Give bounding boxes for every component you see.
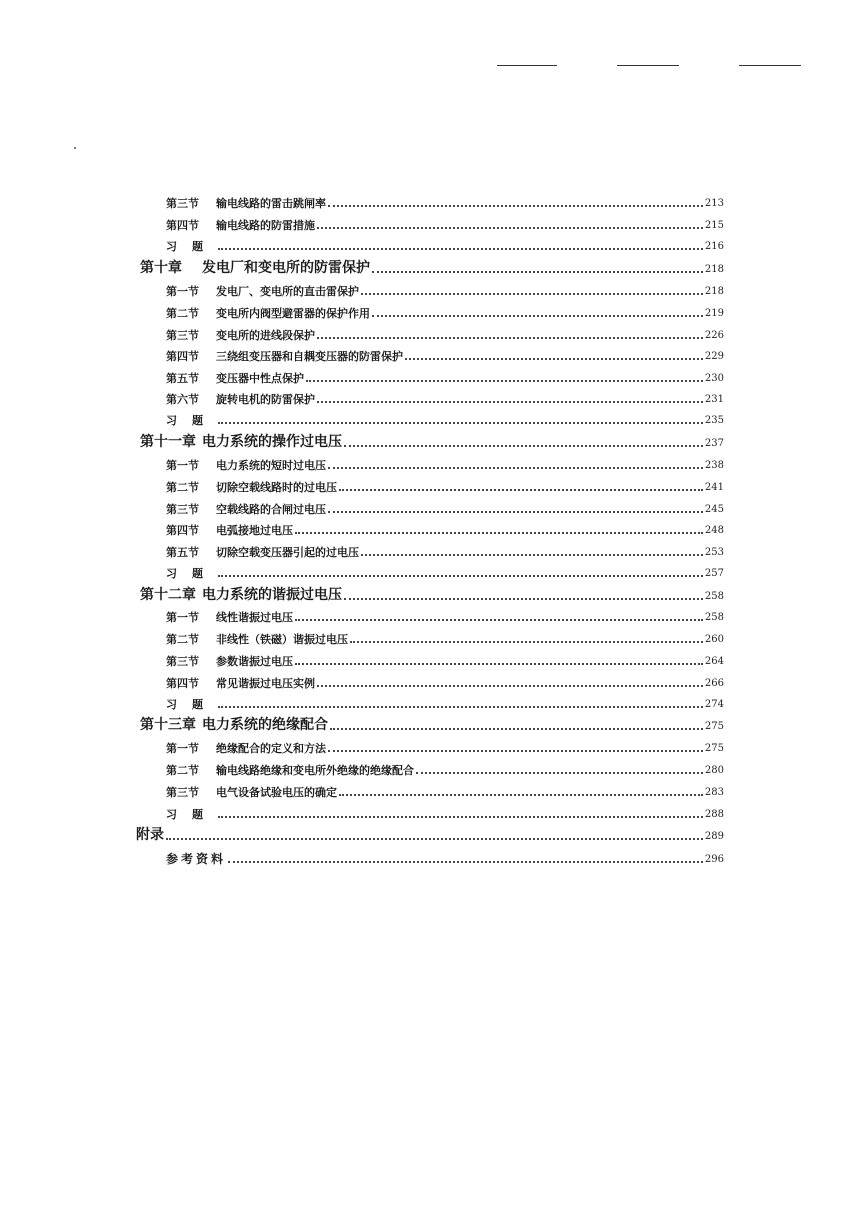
toc-page-number: 241 — [704, 482, 724, 493]
toc-section-row — [166, 653, 724, 667]
toc-appendix-row — [136, 828, 724, 842]
toc-entry-number: 第三节 — [166, 786, 199, 799]
toc-entry-number: 习题 — [166, 567, 218, 580]
toc-entry-number: 第一节 — [166, 611, 199, 624]
dot-leader — [328, 463, 703, 469]
toc-entry-number: 习题 — [166, 808, 218, 821]
toc-page-number: 260 — [704, 634, 724, 645]
toc-entry-title: 附录 — [136, 827, 164, 843]
toc-entry-number: 第十一章 — [140, 434, 196, 450]
toc-page-number: 215 — [704, 220, 724, 231]
toc-entry-title: 参考资料 — [166, 852, 227, 866]
toc-page-number: 248 — [704, 525, 724, 536]
toc-page-number: 266 — [704, 678, 724, 689]
toc-page-number: 231 — [704, 394, 724, 405]
dot-leader — [339, 485, 703, 491]
toc-section-row — [166, 501, 724, 515]
toc-exercise-row — [166, 412, 724, 426]
toc-exercise-row — [166, 696, 724, 710]
toc-entry-title: 发电厂和变电所的防雷保护 — [202, 260, 370, 276]
toc-page-number: 216 — [704, 241, 724, 252]
toc-entry-number: 习题 — [166, 414, 218, 427]
toc-section-row — [166, 784, 724, 798]
toc-page-number: 274 — [704, 699, 724, 710]
dot-leader — [350, 637, 703, 643]
toc-section-row — [166, 195, 724, 209]
toc-entry-number: 第三节 — [166, 655, 199, 668]
toc-page-number: 289 — [704, 831, 724, 842]
toc-entry-number: 第三节 — [166, 329, 199, 342]
toc-page-number: 264 — [704, 656, 724, 667]
toc-entry-number: 第四节 — [166, 677, 199, 690]
dot-leader — [330, 724, 703, 730]
toc-chapter-row — [140, 261, 724, 275]
toc-section-row — [166, 348, 724, 362]
toc-section-row — [166, 327, 724, 341]
toc-entry-title: 电力系统的短时过电压 — [216, 459, 326, 472]
toc-entry-number: 第二节 — [166, 307, 199, 320]
toc-page-number: 229 — [704, 351, 724, 362]
dot-leader — [295, 659, 703, 665]
toc-section-row — [166, 217, 724, 231]
toc-entry-number: 第一节 — [166, 742, 199, 755]
toc-section-row — [166, 283, 724, 297]
toc-section-row — [166, 675, 724, 689]
dot-leader — [405, 354, 703, 360]
toc-section-row — [166, 457, 724, 471]
toc-section-row — [166, 609, 724, 623]
toc-section-row — [166, 740, 724, 754]
dot-leader — [218, 571, 703, 577]
toc-chapter-row — [140, 588, 724, 602]
toc-section-row — [166, 522, 724, 536]
toc-entry-title: 电力系统的操作过电压 — [202, 434, 342, 450]
dot-leader — [328, 201, 703, 207]
toc-page-number: 258 — [704, 591, 724, 602]
toc-entry-number: 第二节 — [166, 633, 199, 646]
toc-section-row — [166, 370, 724, 384]
toc-entry-number: 第十三章 — [140, 717, 196, 733]
dot-leader — [372, 267, 703, 273]
toc-exercise-row — [166, 806, 724, 820]
toc-entry-number: 第五节 — [166, 372, 199, 385]
toc-entry-number: 第十二章 — [140, 587, 196, 603]
dot-leader — [344, 441, 703, 447]
toc-entry-title: 变电所内阀型避雷器的保护作用 — [216, 307, 370, 320]
toc-entry-title: 参数谐振过电压 — [216, 655, 293, 668]
toc-page-number: 275 — [704, 721, 724, 732]
toc-page-number: 258 — [704, 612, 724, 623]
toc-page-number: 226 — [704, 330, 724, 341]
toc-entry-number: 第三节 — [166, 197, 199, 210]
toc-entry-number: 第十章 — [140, 260, 182, 276]
toc-exercise-row — [166, 565, 724, 579]
dot-leader — [317, 333, 703, 339]
dot-leader — [166, 834, 703, 840]
dot-leader — [328, 746, 703, 752]
toc-page-number: 275 — [704, 743, 724, 754]
dot-leader — [317, 223, 703, 229]
toc-entry-title: 电弧接地过电压 — [216, 524, 293, 537]
dot-leader — [306, 376, 703, 382]
toc-entry-title: 常见谐振过电压实例 — [216, 677, 315, 690]
toc-entry-number: 第五节 — [166, 546, 199, 559]
toc-references-row — [166, 851, 724, 865]
toc-entry-number: 第三节 — [166, 503, 199, 516]
toc-section-row — [166, 479, 724, 493]
toc-entry-title: 输电线路绝缘和变电所外绝缘的绝缘配合 — [216, 764, 414, 777]
toc-entry-number: 第二节 — [166, 764, 199, 777]
toc-entry-title: 变压器中性点保护 — [216, 372, 304, 385]
dot-leader — [328, 507, 703, 513]
toc-entry-title: 输电线路的防雷措施 — [216, 219, 315, 232]
header-rule-3 — [739, 65, 801, 66]
dot-leader — [317, 397, 703, 403]
toc-chapter-row — [140, 435, 724, 449]
toc-entry-number: 第二节 — [166, 481, 199, 494]
toc-page-number: 245 — [704, 504, 724, 515]
toc-entry-title: 电力系统的绝缘配合 — [202, 717, 328, 733]
toc-page-number: 253 — [704, 547, 724, 558]
toc-entry-title: 绝缘配合的定义和方法 — [216, 742, 326, 755]
dot-leader — [317, 681, 703, 687]
toc-page-number: 218 — [704, 286, 724, 297]
toc-entry-number: 第六节 — [166, 393, 199, 406]
toc-entry-number: 第四节 — [166, 524, 199, 537]
toc-entry-number: 第一节 — [166, 459, 199, 472]
toc-entry-title: 非线性（铁磁）谐振过电压 — [216, 633, 348, 646]
toc-entry-title: 旋转电机的防雷保护 — [216, 393, 315, 406]
dot-leader — [372, 311, 703, 317]
header-rule-1 — [497, 65, 557, 66]
toc-page-number: 218 — [704, 264, 724, 275]
toc-entry-title: 电气设备试验电压的确定 — [216, 786, 337, 799]
toc-exercise-row — [166, 238, 724, 252]
toc-section-row — [166, 544, 724, 558]
toc-entry-title: 变电所的进线段保护 — [216, 329, 315, 342]
toc-section-row — [166, 305, 724, 319]
dot-leader — [361, 289, 703, 295]
toc-page-number: 288 — [704, 809, 724, 820]
toc-page-number: 283 — [704, 787, 724, 798]
toc-section-row — [166, 391, 724, 405]
toc-page-number: 280 — [704, 765, 724, 776]
toc-page-number: 237 — [704, 438, 724, 449]
dot-leader — [295, 615, 703, 621]
toc-entry-number: 第四节 — [166, 350, 199, 363]
toc-page-number: 257 — [704, 568, 724, 579]
toc-entry-number: 习题 — [166, 240, 218, 253]
dot-leader — [218, 418, 703, 424]
toc-entry-title: 三绕组变压器和自耦变压器的防雷保护 — [216, 350, 403, 363]
toc-page-number: 235 — [704, 415, 724, 426]
scan-speck — [74, 147, 76, 149]
dot-leader — [344, 594, 703, 600]
toc-entry-title: 发电厂、变电所的直击雷保护 — [216, 285, 359, 298]
toc-page-number: 213 — [704, 198, 724, 209]
toc-entry-title: 切除空载变压器引起的过电压 — [216, 546, 359, 559]
toc-page-number: 296 — [704, 854, 724, 865]
dot-leader — [295, 528, 703, 534]
toc-entry-title: 切除空载线路时的过电压 — [216, 481, 337, 494]
toc-entry-title: 电力系统的谐振过电压 — [202, 587, 342, 603]
toc-entry-title: 线性谐振过电压 — [216, 611, 293, 624]
dot-leader — [339, 790, 703, 796]
toc-entry-title: 输电线路的雷击跳闸率 — [216, 197, 326, 210]
header-rule-2 — [617, 65, 679, 66]
dot-leader — [416, 768, 703, 774]
toc-section-row — [166, 762, 724, 776]
dot-leader — [218, 244, 703, 250]
dot-leader — [218, 702, 703, 708]
toc-entry-number: 习题 — [166, 698, 218, 711]
toc-page-number: 219 — [704, 308, 724, 319]
dot-leader — [361, 550, 703, 556]
toc-entry-number: 第四节 — [166, 219, 199, 232]
toc-page-number: 238 — [704, 460, 724, 471]
dot-leader — [228, 857, 703, 863]
toc-entry-title: 空载线路的合闸过电压 — [216, 503, 326, 516]
toc-section-row — [166, 631, 724, 645]
toc-chapter-row — [140, 718, 724, 732]
toc-entry-number: 第一节 — [166, 285, 199, 298]
dot-leader — [218, 812, 703, 818]
toc-page-number: 230 — [704, 373, 724, 384]
